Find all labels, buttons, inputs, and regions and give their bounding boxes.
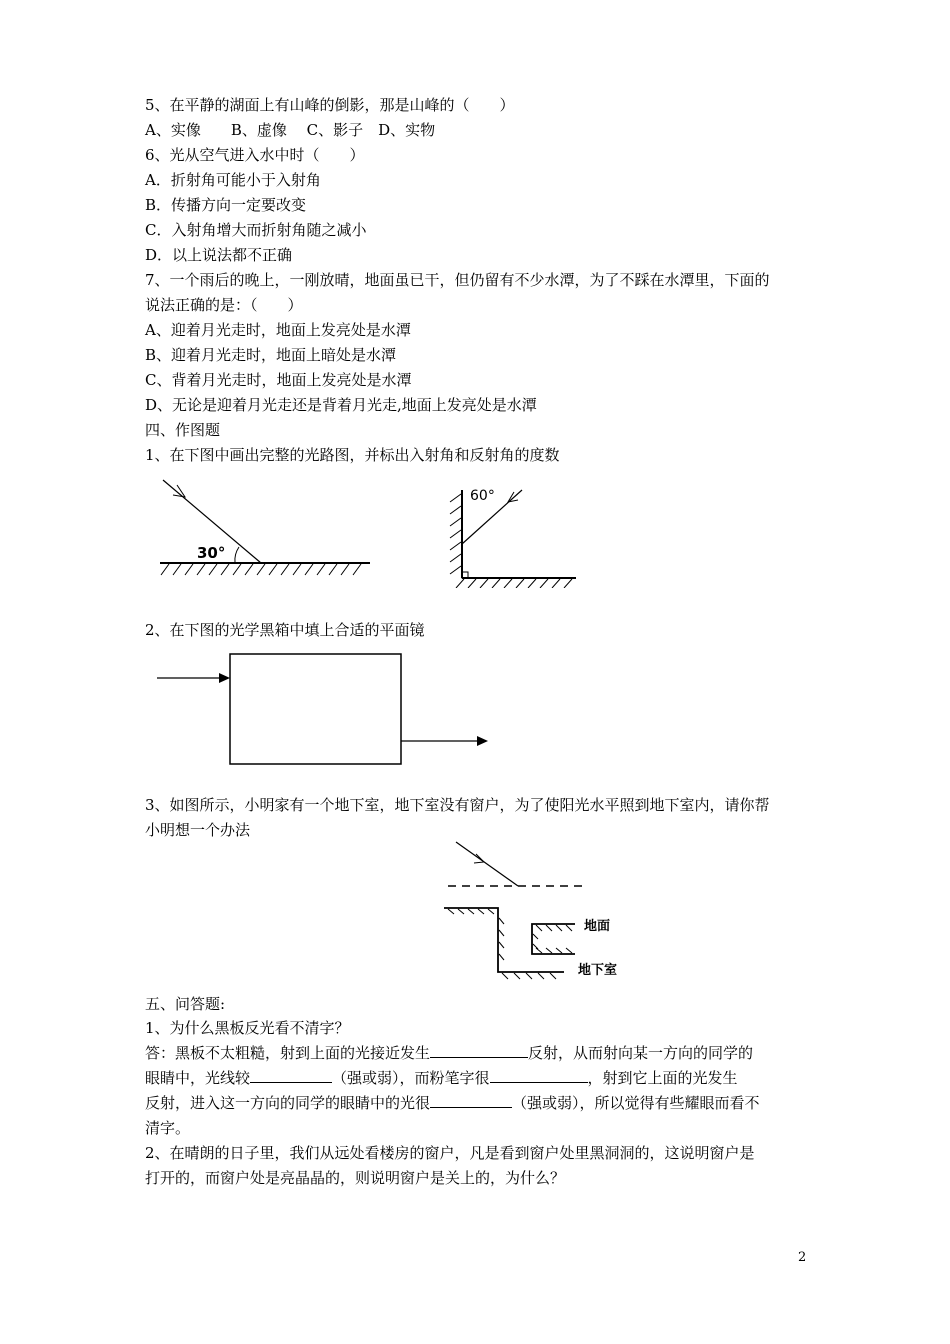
q7-option-b: B、迎着月光走时，地面上暗处是水潭 [145,346,397,364]
fig1-angle-label: 30° [197,544,226,562]
fig4-ground-label: 地面 [584,919,611,934]
s5-q2-line1: 2、在晴朗的日子里，我们从远处看楼房的窗户，凡是看到窗户处里黑洞洞的，这说明窗户是 [145,1144,755,1162]
q7-option-c: C、背着月光走时，地面上发亮处是水潭 [145,371,412,389]
fig3-black-box-diagram [155,650,495,770]
q6-option-b: B．传播方向一定要改变 [145,196,307,214]
s5-answer-line3 [145,1093,760,1113]
s4-q3-line1: 3、如图所示，小明家有一个地下室，地下室没有窗户，为了使阳光水平照到地下室内，请你帮 [145,796,770,814]
q7-stem-line1: 7、一个雨后的晚上，一刚放晴，地面虽已干，但仍留有不少水潭，为了不踩在水潭里，下面的 [145,271,770,289]
ans-text-3a: 反射，进入这一方向的同学的眼睛中的光很 [145,1094,431,1112]
s5-answer-line1 [145,1043,753,1063]
ans-text-1b: 反射，从而射向某一方向的同学的 [528,1044,754,1062]
answer-blank-3[interactable] [490,1068,588,1083]
answer-blank-1[interactable] [430,1043,528,1058]
answer-blank-4[interactable] [430,1093,512,1108]
q7-stem-line2: 说法正确的是：（ ） [145,296,303,314]
q6-option-a: A．折射角可能小于入射角 [145,171,321,189]
s5-answer-line4: 清字。 [145,1119,191,1137]
section4-title: 四、作图题 [145,421,221,439]
q7-option-d: D、无论是迎着月光走还是背着月光走,地面上发亮处是水潭 [145,396,537,414]
fig2-corner-mirror-diagram [440,478,580,588]
q5-stem: 5、在平静的湖面上有山峰的倒影，那是山峰的（ ） [145,96,515,114]
q5-options: A、实像 B、虚像 C、影子 D、实物 [145,121,436,139]
s4-q3-line2: 小明想一个办法 [145,821,251,839]
s5-q1-text: 1、为什么黑板反光看不清字？ [145,1019,350,1037]
q7-option-a: A、迎着月光走时，地面上发亮处是水潭 [145,321,411,339]
fig4-basement-label: 地下室 [578,963,618,978]
q6-stem: 6、光从空气进入水中时（ ） [145,146,365,164]
s5-q2-line2: 打开的，而窗户处是亮晶晶的，则说明窗户是关上的，为什么？ [145,1169,566,1187]
q6-option-d: D．以上说法都不正确 [145,246,293,264]
ans-text-2c: ，射到它上面的光发生 [587,1069,738,1087]
ans-text-2a: 眼睛中，光线较 [145,1069,251,1087]
s4-q1-text: 1、在下图中画出完整的光路图，并标出入射角和反射角的度数 [145,446,560,464]
s5-answer-line2 [145,1068,738,1088]
page-number: 2 [798,1250,807,1265]
q6-option-c: C．入射角增大而折射角随之减小 [145,221,367,239]
fig1-mirror-diagram [155,475,375,585]
ans-text-1a: 答：黑板不太粗糙，射到上面的光接近发生 [145,1044,431,1062]
fig4-basement-diagram [440,838,640,983]
s4-q2-text: 2、在下图的光学黑箱中填上合适的平面镜 [145,621,425,639]
section5-title: 五、问答题: [145,995,226,1013]
ans-text-2b: （强或弱），而粉笔字很 [332,1069,490,1087]
fig2-angle-label: 60° [470,488,495,504]
answer-blank-2[interactable] [250,1068,332,1083]
ans-text-3b: （强或弱），所以觉得有些耀眼而看不 [512,1094,760,1112]
